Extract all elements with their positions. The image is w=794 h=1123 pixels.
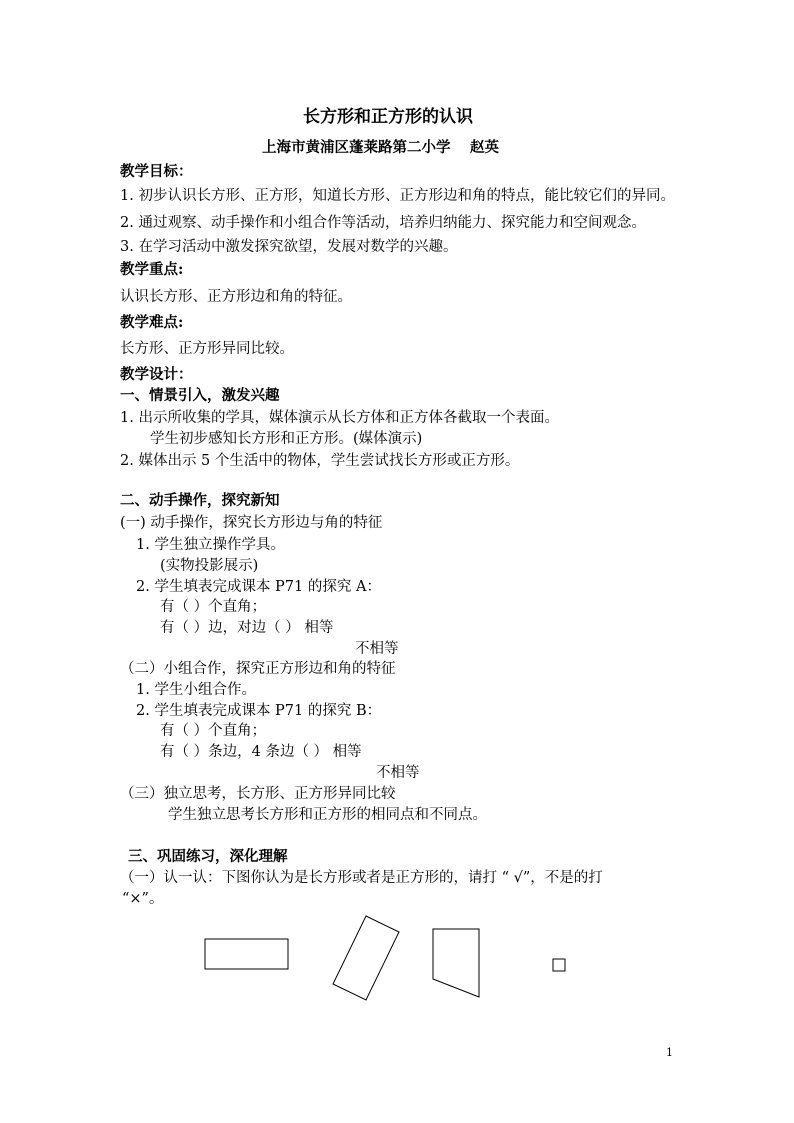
section2-line: (一) 动手操作，探究长方形边与角的特征 <box>120 515 383 531</box>
small-square-shape <box>553 959 565 971</box>
section2-line: 2. 学生填表完成课本 P71 的探究 A： <box>136 579 381 595</box>
trapezoid-shape <box>433 929 479 997</box>
goal-item: 2. 通过观察、动手操作和小组合作等活动，培养归纳能力、探究能力和空间观念。 <box>120 215 646 231</box>
section2-line: 1. 学生独立操作学具。 <box>136 537 285 553</box>
key-point-heading: 教学重点: <box>120 261 184 278</box>
section2-line: 有（ ）个直角； <box>160 723 267 739</box>
tilted-rectangle-shape <box>333 916 399 1000</box>
section2-line: (实物投影展示) <box>160 558 259 574</box>
goal-item: 1. 初步认识长方形、正方形，知道长方形、正方形边和角的特点，能比较它们的异同。 <box>120 188 675 204</box>
author-line: 上海市黄浦区蓬莱路第二小学 赵英 <box>262 139 500 156</box>
section2-line: 学生独立思考长方形和正方形的相同点和不同点。 <box>168 807 487 823</box>
section2-heading: 二、动手操作，探究新知 <box>120 492 280 509</box>
page-number: 1 <box>666 1046 673 1059</box>
goal-item: 3. 在学习活动中激发探究欲望，发展对数学的兴趣。 <box>120 239 458 255</box>
key-point-text: 认识长方形、正方形边和角的特征。 <box>120 289 352 305</box>
rectangle-shape <box>205 939 288 969</box>
section3-heading: 三、巩固练习，深化理解 <box>128 848 288 865</box>
section1-heading: 一、情景引入，激发兴趣 <box>120 387 280 404</box>
section3-line: “×”。 <box>122 891 164 907</box>
difficulty-heading: 教学难点: <box>120 314 184 331</box>
page-title: 长方形和正方形的认识 <box>303 107 473 127</box>
difficulty-text: 长方形、正方形异同比较。 <box>120 341 294 357</box>
section2-line: 2. 学生填表完成课本 P71 的探究 B： <box>136 703 382 719</box>
section1-line: 1. 出示所收集的学具，媒体演示从长方体和正方体各截取一个表面。 <box>120 410 559 426</box>
section2-line: 不相等 <box>355 641 399 657</box>
section2-line: 有（ ）边，对边（ ） 相等 <box>160 620 334 636</box>
section2-line: 有（ ）条边，4 条边（ ） 相等 <box>160 744 362 760</box>
section2-line: 1. 学生小组合作。 <box>136 682 256 698</box>
section3-line: （一）认一认：下图你认为是长方形或者是正方形的，请打 “ √”，不是的打 <box>120 870 603 886</box>
section2-line: （二）小组合作，探究正方形边和角的特征 <box>120 661 396 677</box>
section1-line: 2. 媒体出示 5 个生活中的物体，学生尝试找长方形或正方形。 <box>120 453 520 469</box>
section2-line: （三）独立思考，长方形、正方形异同比较 <box>120 786 396 802</box>
section2-line: 不相等 <box>376 765 420 781</box>
section2-line: 有（ ）个直角； <box>160 599 267 615</box>
section1-line: 学生初步感知长方形和正方形。(媒体演示) <box>150 431 423 447</box>
design-heading: 教学设计： <box>120 366 193 383</box>
goals-heading: 教学目标： <box>120 163 193 180</box>
